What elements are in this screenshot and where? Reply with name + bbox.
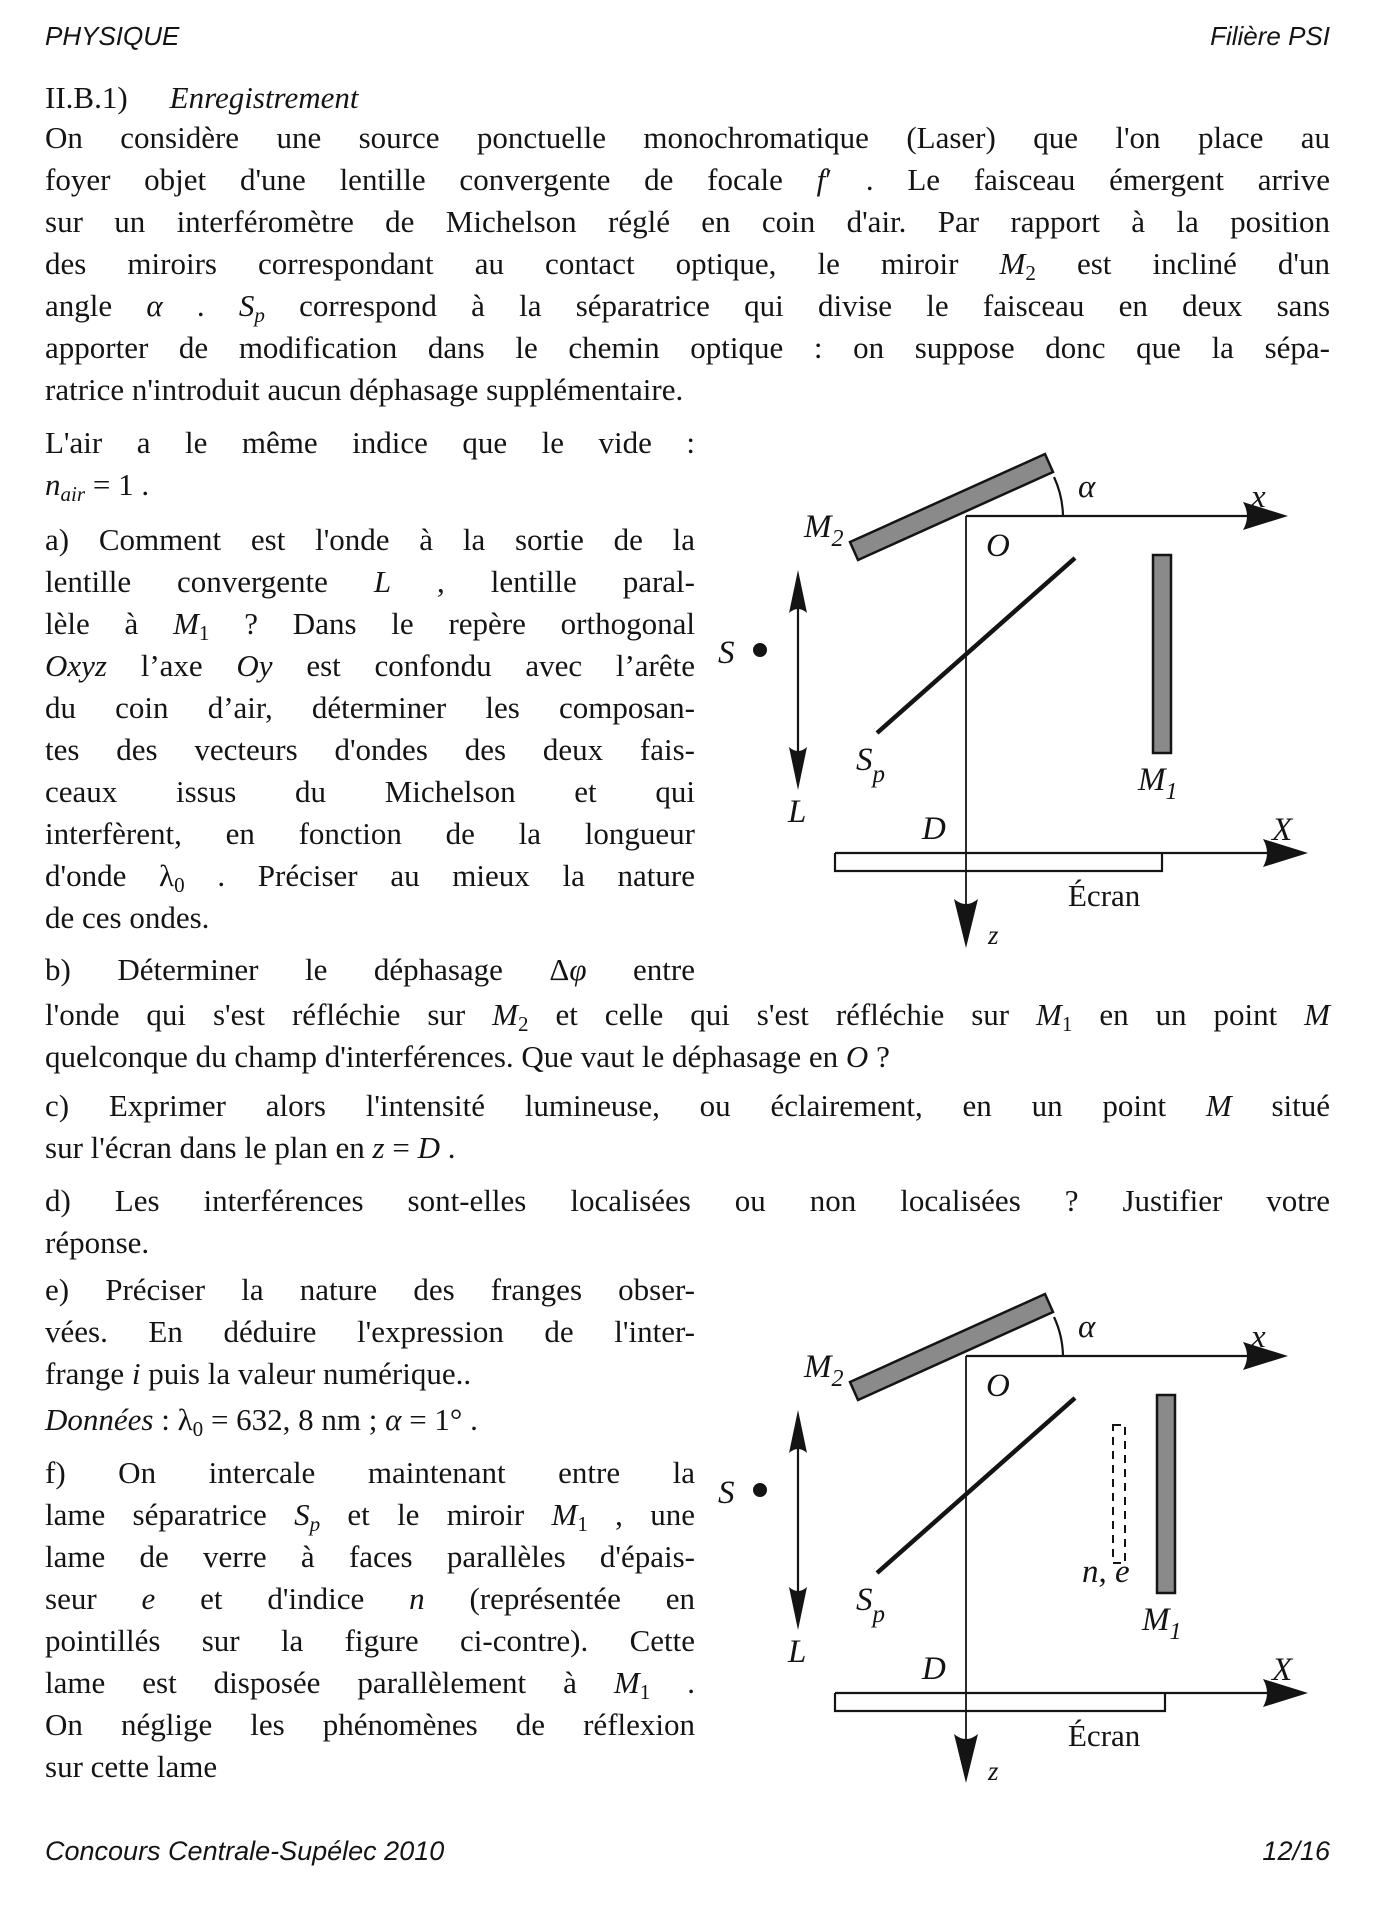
- text-line: réponse.: [45, 1225, 150, 1260]
- text-line: foyer objet d'une lentille convergente de focale f′ . Le faisceau émergent arrive: [45, 162, 1330, 197]
- mirror-m2: [850, 1294, 1053, 1400]
- beamsplitter-label: $S_p$: [856, 742, 885, 788]
- text-line: Oxyz l’axe Oy est confondu avec l’arête: [45, 648, 695, 683]
- lens-arrow-up-icon: [789, 570, 807, 613]
- paragraph-f: [45, 1452, 695, 1788]
- paragraph-c: [45, 1085, 1330, 1169]
- text-line: lame séparatrice $S_p$ et le miroir $M_1$ , une: [45, 1497, 695, 1536]
- glass-plate-dashed: [1113, 1425, 1125, 1563]
- alpha-label: α: [1078, 1309, 1096, 1345]
- michelson-diagram-1: [640, 420, 1340, 960]
- paragraph-d: [45, 1180, 1330, 1264]
- text-line: c) Exprimer alors l'intensité lumineuse, ou éclairement, en un point M situé: [45, 1088, 1330, 1123]
- intro-paragraph: [45, 117, 1330, 411]
- header-right: Filière PSI: [1210, 21, 1330, 51]
- screen-shape: [835, 1693, 1165, 1711]
- text-line: vées. En déduire l'expression de l'inter-: [45, 1314, 695, 1349]
- z-axis-arrow-icon: [954, 1734, 978, 1783]
- section-number: II.B.1): [45, 80, 128, 115]
- footer-left: Concours Centrale-Supélec 2010: [45, 1836, 445, 1866]
- source-label: S: [718, 635, 735, 671]
- text-line: lame de verre à faces parallèles d'épais-: [45, 1539, 695, 1574]
- header-left: PHYSIQUE: [45, 21, 180, 51]
- text-line: a) Comment est l'onde à la sortie de la: [45, 522, 695, 557]
- text-line: tes des vecteurs d'ondes des deux fais-: [45, 732, 695, 767]
- text-line: pointillés sur la figure ci-contre). Cette: [45, 1623, 695, 1658]
- text-line: sur un interféromètre de Michelson réglé en coin d'air. Par rapport à la position: [45, 204, 1330, 239]
- mirror-m2-label: $M_2$: [804, 1349, 844, 1392]
- alpha-label: α: [1078, 469, 1096, 505]
- text-line: sur l'écran dans le plan en z = D .: [45, 1130, 456, 1165]
- mirror-m1-label: $M_1$: [1142, 1602, 1182, 1645]
- mirror-m1: [1157, 1395, 1175, 1593]
- lens-arrow-down-icon: [789, 747, 807, 790]
- text-line: angle α . $S_p$ correspond à la séparatrice qui divise le faisceau en deux sans: [45, 288, 1331, 327]
- source-label: S: [718, 1475, 735, 1511]
- section-name: Enregistrement: [169, 80, 359, 115]
- mirror-m2-label: $M_2$: [804, 509, 844, 552]
- z-axis-label: z: [988, 1756, 999, 1786]
- origin-label: O: [986, 1368, 1010, 1404]
- source-point-icon: [753, 1483, 767, 1497]
- text-line: On considère une source ponctuelle monochromatique (Laser) que l'on place au: [45, 120, 1330, 155]
- lens-arrow-down-icon: [789, 1587, 807, 1630]
- lens-arrow-up-icon: [789, 1410, 807, 1453]
- mirror-m1: [1153, 555, 1171, 753]
- paragraph-b-firstline: [45, 949, 695, 991]
- text-line: ratrice n'introduit aucun déphasage supplémentaire.: [45, 372, 684, 407]
- x-axis-label: x: [1251, 1319, 1266, 1355]
- text-line: lèle à $M_1$ ? Dans le repère orthogonal: [45, 606, 695, 645]
- section-title: [45, 80, 359, 116]
- text-line: du coin d’air, déterminer les composan-: [45, 690, 695, 725]
- text-line: frange i puis la valeur numérique..: [45, 1356, 472, 1391]
- beamsplitter-label: $S_p$: [856, 1582, 885, 1628]
- paragraph-e: [45, 1269, 695, 1395]
- footer-right: 12/16: [1262, 1836, 1330, 1866]
- origin-label: O: [986, 528, 1010, 564]
- x-axis-label: x: [1251, 479, 1266, 515]
- text-line: des miroirs correspondant au contact optique, le miroir $M_2$ est incliné d'un: [45, 246, 1331, 285]
- middle-paragraphs: [45, 994, 1330, 1264]
- left-column-1: [45, 422, 695, 991]
- source-point-icon: [753, 643, 767, 657]
- z-axis-arrow-icon: [954, 899, 978, 948]
- left-column-2: [45, 1269, 695, 1788]
- text-line: interfèrent, en fonction de la longueur: [45, 816, 695, 851]
- text-line: On néglige les phénomènes de réflexion: [45, 1707, 695, 1742]
- alpha-arc: [1054, 477, 1063, 516]
- screen-label: Écran: [1068, 878, 1141, 913]
- paragraph-b: [45, 994, 1330, 1078]
- text-line: lentille convergente L , lentille paral-: [45, 564, 695, 599]
- text-line: e) Préciser la nature des franges obser-: [45, 1272, 695, 1307]
- text-line: L'air a le même indice que le vide :: [45, 425, 695, 460]
- text-line: d) Les interférences sont-elles localisées ou non localisées ? Justifier votre: [45, 1183, 1330, 1218]
- z-axis-label: z: [988, 920, 999, 950]
- screen-label: Écran: [1068, 1718, 1141, 1753]
- text-line: sur cette lame: [45, 1749, 218, 1784]
- alpha-arc: [1054, 1317, 1063, 1356]
- michelson-diagram-2: [640, 1260, 1340, 1800]
- text-line: lame est disposée parallèlement à $M_1$ .: [45, 1665, 695, 1704]
- beamsplitter-line: [877, 558, 1075, 733]
- mirror-m1-label: $M_1$: [1138, 762, 1178, 805]
- big-x-axis-label: X: [1272, 812, 1293, 848]
- big-x-axis-label: X: [1272, 1652, 1293, 1688]
- distance-d-label: D: [922, 811, 946, 847]
- text-line: Données : $\lambda_0 = 632$, 8 nm ; α = 1° .: [45, 1402, 478, 1441]
- text-line: l'onde qui s'est réfléchie sur $M_2$ et celle qui s'est réfléchie sur $M_1$ en un point M: [45, 997, 1330, 1036]
- text-line: de ces ondes.: [45, 900, 210, 935]
- text-line: seur e et d'indice n (représentée en: [45, 1581, 696, 1616]
- paragraph-a: [45, 519, 695, 939]
- glass-plate-label: n, e: [1082, 1554, 1130, 1590]
- paragraph-donnees: [45, 1399, 695, 1441]
- lens-label: L: [788, 1634, 807, 1670]
- screen-shape: [835, 853, 1162, 871]
- text-line: apporter de modification dans le chemin optique : on suppose donc que la sépa-: [45, 330, 1330, 365]
- text-line: $n_{air} = 1$ .: [45, 467, 150, 506]
- text-line: d'onde $\lambda_0$ . Préciser au mieux la nature: [45, 858, 695, 897]
- text-line: f) On intercale maintenant entre la: [45, 1455, 695, 1490]
- distance-d-label: D: [922, 1651, 946, 1687]
- lens-label: L: [788, 794, 807, 830]
- mirror-m2: [850, 454, 1053, 560]
- text-line: quelconque du champ d'interférences. Que vaut le déphasage en O ?: [45, 1039, 890, 1074]
- beamsplitter-line: [877, 1398, 1075, 1573]
- paragraph-air: [45, 422, 695, 506]
- text-line: b) Déterminer le déphasage Δφ entre: [45, 952, 695, 987]
- text-line: ceaux issus du Michelson et qui: [45, 774, 695, 809]
